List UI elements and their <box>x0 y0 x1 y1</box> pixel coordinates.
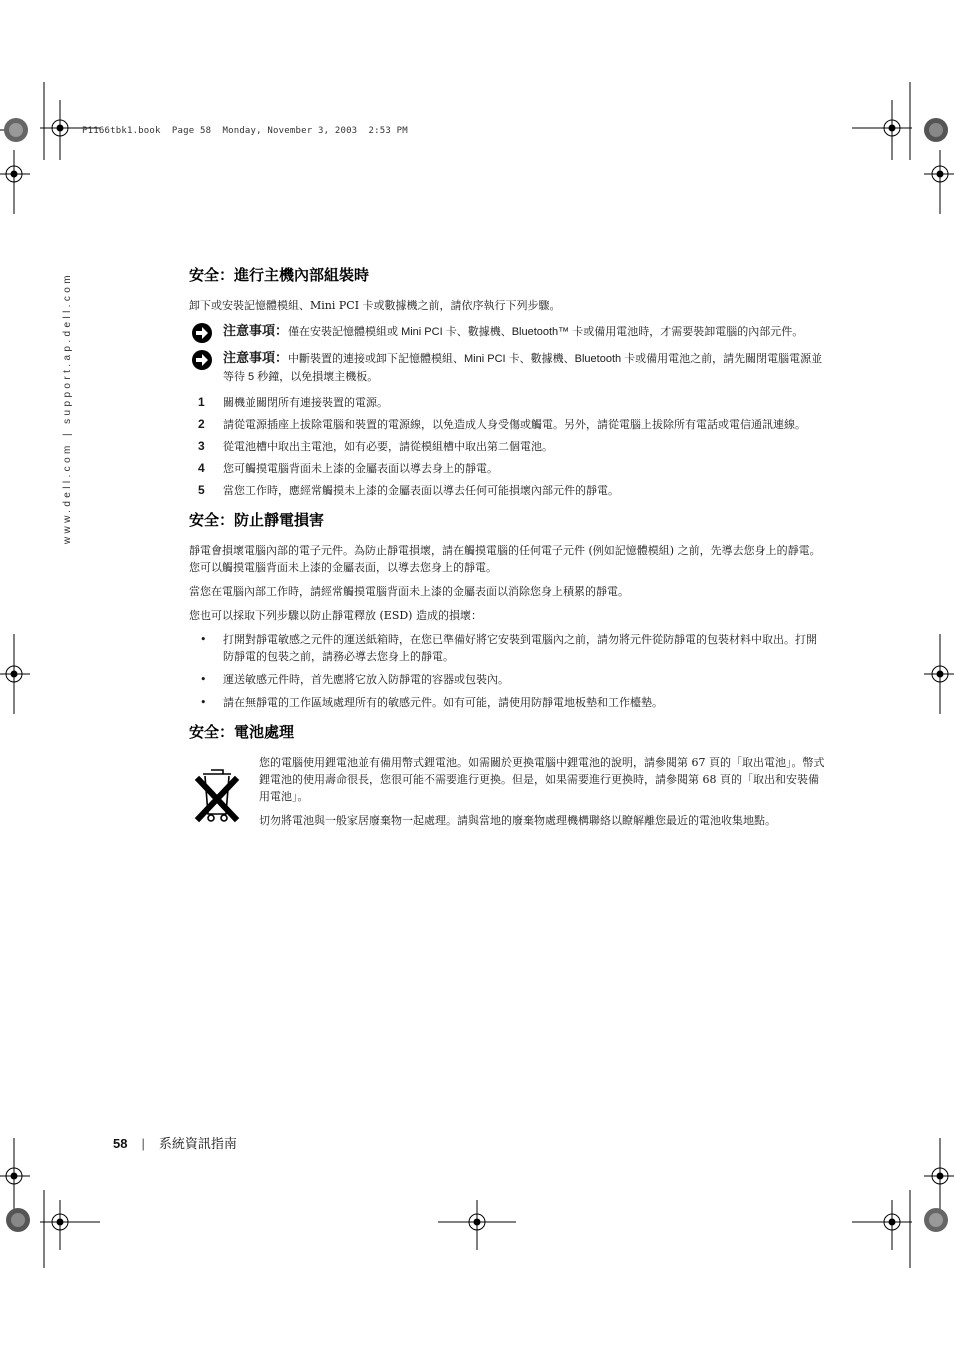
esd-paragraph-1: 靜電會損壞電腦內部的電子元件。為防止靜電損壞，請在觸摸電腦的任何電子元件 (例如記憶體模組) 之前，先導去您身上的靜電。您可以觸摸電腦背面未上漆的金屬表面，以導去您身上的靜電。 <box>189 544 821 574</box>
step-text: 從電池槽中取出主電池，如有必要，請從模組槽中取出第二個電池。 <box>223 440 553 453</box>
step-number: 2 <box>198 417 205 431</box>
notice-arrow-icon <box>191 349 213 371</box>
section-title-internal-work: 安全：進行主機內部組裝時 <box>189 267 370 284</box>
step-text: 請從電源插座上拔除電腦和裝置的電源線，以免造成人身受傷或觸電。另外，請從電腦上拔除所有電話或電信通訊連線。 <box>223 418 806 431</box>
footer-doc-title: 系統資訊指南 <box>158 1136 237 1151</box>
notice-text: 僅在安裝記憶體模組或 Mini PCI 卡、數據機、Bluetooth™ 卡或備用電池時，才需要裝卸電腦的內部元件。 <box>288 326 804 338</box>
section-title-battery: 安全：電池處理 <box>189 724 295 741</box>
list-item <box>189 631 825 665</box>
bullet-text: 打開對靜電敏感之元件的運送紙箱時，在您已準備好將它安裝到電腦內之前，請勿將元件從防靜電的包裝材料中取出。打開防靜電的包裝之前，請務必導去您身上的靜電。 <box>223 633 817 663</box>
step-number: 5 <box>198 483 205 497</box>
step-item <box>189 460 825 477</box>
section-title-esd: 安全：防止靜電損害 <box>189 512 325 529</box>
page-footer <box>113 1133 237 1152</box>
notice-2 <box>189 349 825 386</box>
notice-text: 中斷裝置的連接或卸下記憶體模組、Mini PCI 卡、數據機、Bluetooth 卡或備用電池之前，請先關閉電腦電源並等待 5 秒鐘，以免損壞主機板。 <box>223 353 823 383</box>
section-esd <box>189 511 825 711</box>
step-item <box>189 438 825 455</box>
notice-1 <box>189 322 825 341</box>
battery-paragraph-1: 您的電腦使用鋰電池並有備用幣式鋰電池。如需關於更換電腦中鋰電池的說明，請參閱第 67 頁的「取出電池」。幣式鋰電池的使用壽命很長，您很可能不需要進行更換。但是，如果需要進行更換時，請參閱第 68 頁的「取出和安裝備用電池」。 <box>259 756 825 803</box>
bullet-text: 運送敏感元件時，首先應將它放入防靜電的容器或包裝內。 <box>223 673 509 686</box>
list-item <box>189 694 825 711</box>
step-item <box>189 416 825 433</box>
intro-paragraph: 卸下或安裝記憶體模組、Mini PCI 卡或數據機之前，請依序執行下列步驟。 <box>189 299 561 312</box>
esd-paragraph-2: 當您在電腦內部工作時，請經常觸摸電腦背面未上漆的金屬表面以消除您身上積累的靜電。 <box>189 585 629 598</box>
bullet-icon: • <box>200 696 207 709</box>
step-text: 您可觸摸電腦背面未上漆的金屬表面以導去身上的靜電。 <box>223 462 498 475</box>
sidebar-url: www.dell.com | support.ap.dell.com <box>62 272 73 545</box>
step-item <box>189 394 825 411</box>
page-content <box>189 266 825 836</box>
bullet-icon: • <box>200 633 207 646</box>
battery-paragraph-2: 切勿將電池與一般家居廢棄物一起處理。請與當地的廢棄物處理機構聯絡以瞭解離您最近的電池收集地點。 <box>259 814 776 827</box>
crossed-out-bin-icon <box>193 760 241 824</box>
footer-separator: | <box>141 1136 145 1151</box>
step-item <box>189 482 825 499</box>
step-number: 4 <box>198 461 205 475</box>
section-internal-work <box>189 266 825 499</box>
esd-paragraph-3: 您也可以採取下列步驟以防止靜電釋放 (ESD) 造成的損壞： <box>189 609 482 622</box>
print-slug-line: P1166tbk1.book Page 58 Monday, November 3, 2003 2:53 PM <box>82 126 408 136</box>
notice-label: 注意事項： <box>223 323 289 338</box>
step-text: 當您工作時，應經常觸摸未上漆的金屬表面以導去任何可能損壞內部元件的靜電。 <box>223 484 619 497</box>
esd-bullet-list <box>189 631 825 711</box>
notice-arrow-icon <box>191 322 213 344</box>
step-number: 1 <box>198 395 205 409</box>
battery-disposal-block <box>189 754 825 829</box>
procedure-steps <box>189 394 825 499</box>
page-number: 58 <box>113 1136 128 1151</box>
bullet-icon: • <box>200 673 207 686</box>
section-battery <box>189 723 825 829</box>
bullet-text: 請在無靜電的工作區域處理所有的敏感元件。如有可能，請使用防靜電地板墊和工作檯墊。 <box>223 696 663 709</box>
step-text: 關機並關閉所有連接裝置的電源。 <box>223 396 388 409</box>
list-item <box>189 671 825 688</box>
notice-label: 注意事項： <box>223 350 289 365</box>
step-number: 3 <box>198 439 205 453</box>
